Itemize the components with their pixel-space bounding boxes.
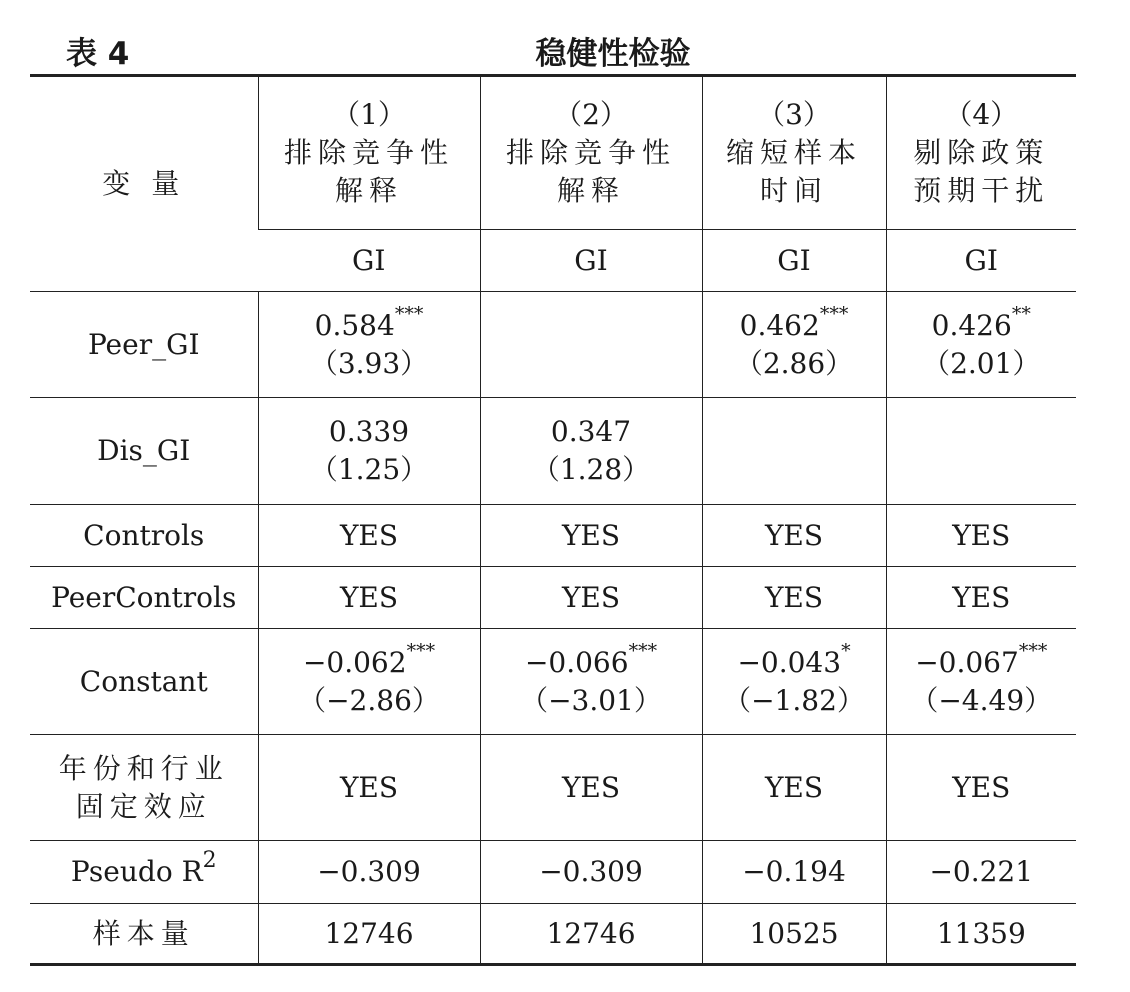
cell: YES: [480, 505, 702, 567]
cell: 10525: [702, 904, 886, 965]
cell: 0.462*** （2.86）: [702, 292, 886, 398]
dep-var-3: GI: [702, 230, 886, 292]
cell: YES: [886, 505, 1076, 567]
cell: YES: [702, 735, 886, 841]
row-label: Peer_GI: [87, 327, 200, 361]
cell: 0.584*** （3.93）: [258, 292, 480, 398]
cell: −0.043* （−1.82）: [702, 629, 886, 735]
row-label: 年份和行业 固定效应: [58, 751, 229, 823]
var-header: 变 量: [102, 167, 186, 200]
row-fixed-effects: [30, 735, 1076, 841]
cell: −0.194: [702, 841, 886, 904]
cell: [886, 398, 1076, 505]
cell: YES: [886, 567, 1076, 629]
table-label: 表 4: [66, 36, 130, 72]
cell: −0.309: [258, 841, 480, 904]
cell: YES: [702, 505, 886, 567]
cell: 12746: [258, 904, 480, 965]
row-pseudo-r2: [30, 841, 1076, 904]
row-label: Constant: [79, 664, 208, 698]
cell: −0.221: [886, 841, 1076, 904]
robustness-table: [30, 74, 1076, 966]
col-header-3: （3） 缩短样本 时间: [702, 76, 886, 230]
row-label: Dis_GI: [97, 434, 191, 467]
row-sample-size: [30, 904, 1076, 965]
cell: 0.426** （2.01）: [886, 292, 1076, 398]
table-title: 稳健性检验: [535, 36, 691, 72]
col-header-4: （4） 剔除政策 预期干扰: [886, 76, 1076, 230]
row-label: 样本量: [92, 916, 195, 950]
cell: [480, 292, 702, 398]
cell: YES: [258, 505, 480, 567]
cell: 12746: [480, 904, 702, 965]
cell: YES: [702, 567, 886, 629]
cell: 0.347 （1.28）: [480, 398, 702, 505]
cell: 0.339 （1.25）: [258, 398, 480, 505]
row-peercontrols: [30, 567, 1076, 629]
col-header-1: （1） 排除竞争性 解释: [258, 76, 480, 230]
row-controls: [30, 505, 1076, 567]
cell: YES: [480, 735, 702, 841]
cell: YES: [258, 735, 480, 841]
cell: YES: [480, 567, 702, 629]
row-constant: [30, 629, 1076, 735]
col-header-2: （2） 排除竞争性 解释: [480, 76, 702, 230]
cell: [702, 398, 886, 505]
cell: −0.067*** （−4.49）: [886, 629, 1076, 735]
row-label: PeerControls: [51, 580, 237, 614]
cell: YES: [258, 567, 480, 629]
cell: −0.066*** （−3.01）: [480, 629, 702, 735]
cell: YES: [886, 735, 1076, 841]
dep-var-1: GI: [352, 243, 386, 277]
header-row: [30, 76, 1076, 230]
row-dis-gi: [30, 398, 1076, 505]
table-header: [30, 14, 1076, 74]
dep-var-4: GI: [886, 230, 1076, 292]
cell: 11359: [886, 904, 1076, 965]
row-peer-gi: [30, 292, 1076, 398]
dep-var-2: GI: [480, 230, 702, 292]
row-label: Controls: [83, 518, 205, 552]
row-label: Pseudo $R^2$: [70, 847, 217, 888]
cell: −0.062*** （−2.86）: [258, 629, 480, 735]
cell: −0.309: [480, 841, 702, 904]
